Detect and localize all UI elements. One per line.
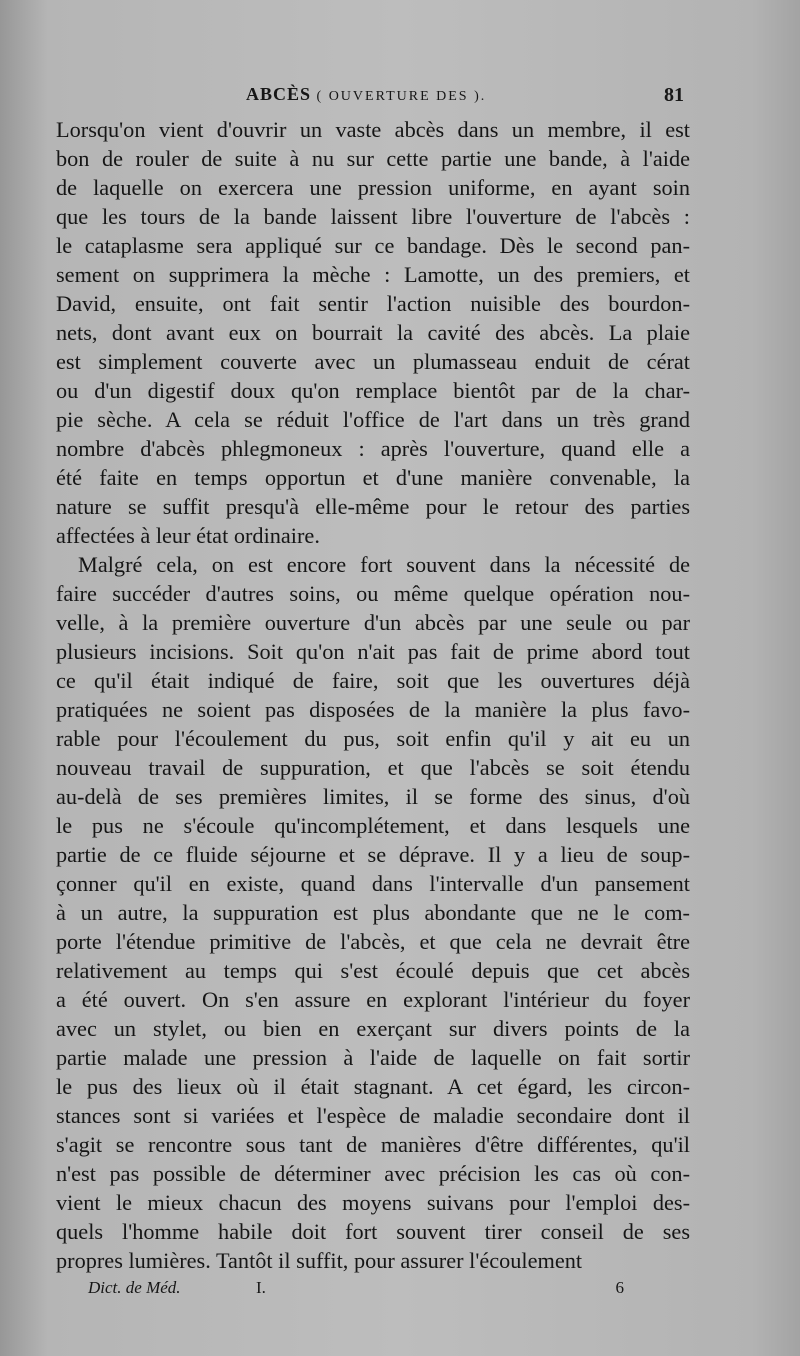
text-line: stances sont si variées et l'espèce de maladie secondaire dont il [56, 1103, 690, 1128]
footer-volume: I. [256, 1278, 266, 1297]
text-line: Malgré cela, on est encore fort souvent dans la nécessité de [78, 552, 690, 577]
text-line: le pus des lieux où il était stagnant. A cet égard, les circon- [56, 1074, 690, 1099]
text-line: David, ensuite, ont fait sentir l'action nuisible des bourdon- [56, 291, 690, 316]
text-line: Lorsqu'on vient d'ouvrir un vaste abcès dans un membre, il est [56, 117, 690, 142]
text-line: nouveau travail de suppuration, et que l'abcès se soit étendu [56, 755, 690, 780]
text-line: nets, dont avant eux on bourrait la cavité des abcès. La plaie [56, 320, 690, 345]
text-line: affectées à leur état ordinaire. [56, 523, 320, 548]
text-line: est simplement couverte avec un plumasseau enduit de cérat [56, 349, 690, 374]
page-number: 81 [664, 84, 684, 106]
text-line: à un autre, la suppuration est plus abondante que ne le com- [56, 900, 690, 925]
text-line: pratiquées ne soient pas disposées de la manière la plus favo- [56, 697, 690, 722]
text-line: plusieurs incisions. Soit qu'on n'ait pas fait de prime abord tout [56, 639, 690, 664]
text-line: que les tours de la bande laissent libre l'ouverture de l'abcès : [56, 204, 690, 229]
paragraph [56, 115, 690, 550]
text-line: sement on supprimera la mèche : Lamotte, un des premiers, et [56, 262, 690, 287]
text-line: n'est pas possible de déterminer avec précision les cas où con- [56, 1161, 690, 1186]
text-line: propres lumières. Tantôt il suffit, pour assurer l'écoulement [56, 1248, 583, 1273]
text-line: pie sèche. A cela se réduit l'office de l'art dans un très grand [56, 407, 690, 432]
text-line: çonner qu'il en existe, quand dans l'intervalle d'un pansement [56, 871, 690, 896]
footer-signature: Dict. de Méd. [88, 1278, 181, 1297]
running-head [246, 84, 486, 105]
text-line: faire succéder d'autres soins, ou même quelque opération nou- [56, 581, 690, 606]
paragraph [56, 550, 690, 1275]
text-line: vient le mieux chacun des moyens suivans pour l'emploi des- [56, 1190, 690, 1215]
text-line: le cataplasme sera appliqué sur ce bandage. Dès le second pan- [56, 233, 690, 258]
text-line: de laquelle on exercera une pression uniforme, en ayant soin [56, 175, 690, 200]
text-line: a été ouvert. On s'en assure en explorant l'intérieur du foyer [56, 987, 690, 1012]
running-head-main: ABCÈS [246, 84, 312, 104]
text-line: porte l'étendue primitive de l'abcès, et que cela ne devrait être [56, 929, 690, 954]
text-line: partie de ce fluide séjourne et se déprave. Il y a lieu de soup- [56, 842, 690, 867]
text-line: ou d'un digestif doux qu'on remplace bientôt par de la char- [56, 378, 690, 403]
page-footer [88, 1278, 624, 1308]
text-line: rable pour l'écoulement du pus, soit enfin qu'il y ait eu un [56, 726, 690, 751]
text-line: ce qu'il était indiqué de faire, soit que les ouvertures déjà [56, 668, 690, 693]
text-line: avec un stylet, ou bien en exerçant sur divers points de la [56, 1016, 690, 1041]
body-text [56, 115, 690, 1275]
text-line: partie malade une pression à l'aide de laquelle on fait sortir [56, 1045, 690, 1070]
text-line: s'agit se rencontre sous tant de manières d'être différentes, qu'il [56, 1132, 690, 1157]
text-line: été faite en temps opportun et d'une manière convenable, la [56, 465, 690, 490]
text-line: relativement au temps qui s'est écoulé depuis que cet abcès [56, 958, 690, 983]
text-line: au-delà de ses premières limites, il se forme des sinus, d'où [56, 784, 690, 809]
text-line: bon de rouler de suite à nu sur cette partie une bande, à l'aide [56, 146, 690, 171]
text-line: le pus ne s'écoule qu'incomplétement, et dans lesquels une [56, 813, 690, 838]
running-head-sub: ( OUVERTURE DES ). [316, 89, 487, 104]
footer-sheet-number: 6 [615, 1278, 624, 1297]
text-line: velle, à la première ouverture d'un abcès par une seule ou par [56, 610, 690, 635]
text-line: nombre d'abcès phlegmoneux : après l'ouverture, quand elle a [56, 436, 690, 461]
page-header [56, 80, 684, 116]
text-line: nature se suffit presqu'à elle-même pour le retour des parties [56, 494, 690, 519]
text-line: quels l'homme habile doit fort souvent tirer conseil de ses [56, 1219, 690, 1244]
